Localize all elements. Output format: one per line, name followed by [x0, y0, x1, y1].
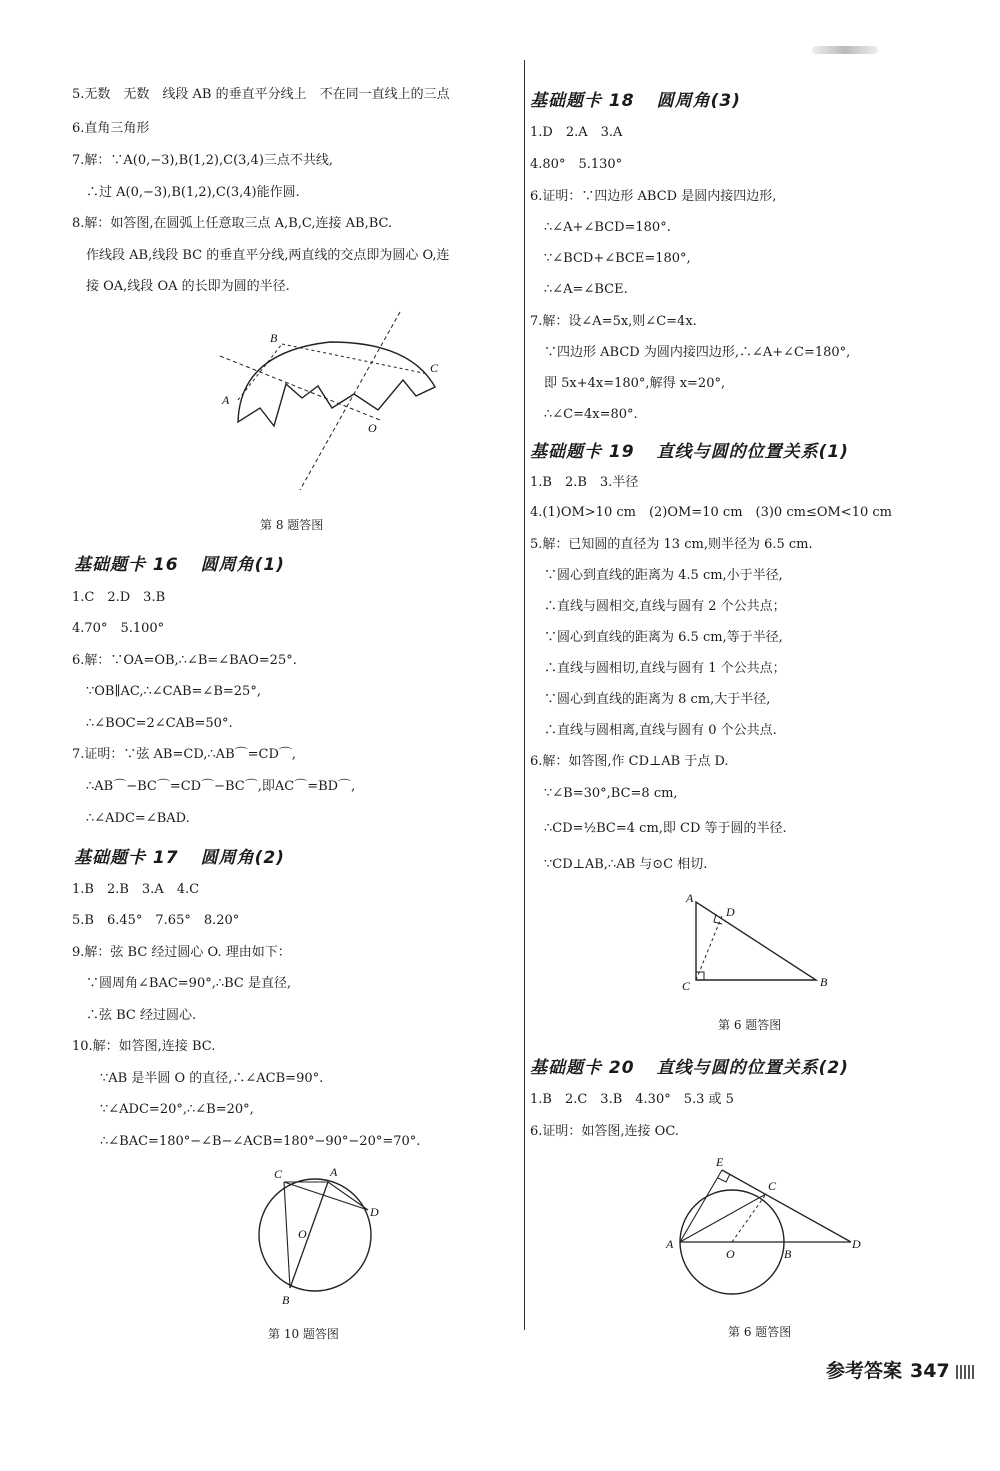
point-label: B	[820, 975, 828, 989]
answer-line: 6.解：∵OA=OB,∴∠B=∠BAO=25°.	[72, 653, 297, 668]
point-label: B	[784, 1247, 792, 1261]
segment-cb	[284, 1182, 290, 1288]
perp-bisector-ab	[220, 356, 380, 420]
answer-line: ∴直线与圆相离,直线与圆有 0 个公共点.	[544, 723, 777, 738]
card-heading: 基础题卡 20 直线与圆的位置关系(2)	[530, 1058, 849, 1078]
answer-line: ∵圆心到直线的距离为 8 cm,大于半径,	[544, 692, 771, 707]
answer-line: 10.解：如答图,连接 BC.	[72, 1039, 216, 1054]
answer-line: 7.解：设∠A=5x,则∠C=4x.	[530, 314, 697, 329]
answer-line: ∵四边形 ABCD 为圆内接四边形,∴∠A+∠C=180°,	[544, 345, 851, 360]
right-angle-mark	[718, 1174, 730, 1182]
point-label: C	[274, 1167, 283, 1181]
grid-icon	[956, 1365, 974, 1379]
segment-ac	[680, 1194, 766, 1242]
point-label: O	[298, 1227, 307, 1241]
circle-o	[259, 1179, 371, 1291]
figure-caption: 第 6 题答图	[728, 1325, 792, 1339]
chord-bc	[282, 344, 428, 374]
footer-label: 参考答案	[826, 1360, 903, 1382]
point-label: D	[726, 905, 735, 919]
segment-ad	[328, 1182, 368, 1210]
answer-line: 6.直角三角形	[72, 121, 150, 136]
answer-line: ∴弦 BC 经过圆心.	[86, 1008, 197, 1023]
figure-8	[220, 312, 450, 492]
answer-line: 6.证明：如答图,连接 OC.	[530, 1124, 679, 1139]
answer-line: 7.解：∵A(0,−3),B(1,2),C(3,4)三点不共线,	[72, 153, 334, 168]
answer-line: ∴∠ADC=∠BAD.	[86, 811, 190, 826]
point-label: E	[716, 1155, 724, 1169]
figure-caption: 第 10 题答图	[268, 1327, 339, 1341]
point-label: A	[686, 891, 694, 905]
answer-line: ∴∠A=∠BCE.	[544, 282, 628, 297]
answer-line: 接 OA,线段 OA 的长即为圆的半径.	[86, 279, 290, 294]
point-label: A	[222, 393, 230, 407]
card-heading: 基础题卡 16 圆周角(1)	[74, 555, 285, 575]
figure-6-tangent	[666, 1150, 866, 1310]
answer-line: 1.B 2.B 3.半径	[530, 475, 639, 490]
answer-line: 6.证明：∵四边形 ABCD 是圆内接四边形,	[530, 189, 777, 204]
answer-line: ∴∠C=4x=80°.	[544, 407, 638, 422]
point-label: C	[682, 979, 691, 993]
answer-line: 即 5x+4x=180°,解得 x=20°,	[544, 376, 726, 391]
answer-line: ∴直线与圆相切,直线与圆有 1 个公共点；	[544, 661, 786, 676]
page-number: 347	[910, 1360, 950, 1382]
point-label: B	[282, 1293, 290, 1307]
answer-line: 1.B 2.B 3.A 4.C	[72, 882, 200, 897]
page-footer	[826, 1356, 974, 1383]
top-decoration	[812, 46, 878, 54]
answer-line: ∵圆心到直线的距离为 4.5 cm,小于半径,	[544, 568, 783, 583]
answer-line: ∵AB 是半圆 O 的直径,∴∠ACB=90°.	[100, 1071, 324, 1086]
figure-caption: 第 6 题答图	[718, 1018, 782, 1032]
segment-ae	[680, 1170, 722, 1242]
figure-6-triangle	[676, 890, 846, 1000]
line-ec-d	[722, 1170, 851, 1242]
card-heading: 基础题卡 18 圆周角(3)	[530, 91, 741, 111]
answer-line: ∵圆周角∠BAC=90°,∴BC 是直径,	[86, 976, 292, 991]
answer-line: 作线段 AB,线段 BC 的垂直平分线,两直线的交点即为圆心 O,连	[86, 248, 450, 263]
answer-line: ∴过 A(0,−3),B(1,2),C(3,4)能作圆.	[86, 185, 300, 200]
point-label: D	[852, 1237, 861, 1251]
point-label: O	[368, 421, 377, 435]
answer-line: 5.B 6.45° 7.65° 8.20°	[72, 913, 240, 928]
point-label: O	[726, 1247, 735, 1261]
point-label: C	[430, 361, 439, 375]
segment-cd	[696, 916, 722, 980]
answer-line: ∵圆心到直线的距离为 6.5 cm,等于半径,	[544, 630, 783, 645]
answer-line: ∵OB∥AC,∴∠CAB=∠B=25°,	[86, 684, 261, 699]
answer-line: ∴AB⌒−BC⌒=CD⌒−BC⌒,即AC⌒=BD⌒,	[86, 779, 356, 794]
answer-line: 1.B 2.C 3.B 4.30° 5.3 或 5	[530, 1092, 734, 1107]
answer-line: ∴∠BAC=180°−∠B−∠ACB=180°−90°−20°=70°.	[100, 1134, 421, 1149]
point-label: B	[270, 331, 278, 345]
answer-line: 4.70° 5.100°	[72, 621, 165, 636]
answer-line: 4.80° 5.130°	[530, 157, 623, 172]
answer-line: ∴∠BOC=2∠CAB=50°.	[86, 716, 233, 731]
card-heading: 基础题卡 17 圆周角(2)	[74, 848, 285, 868]
point-label: D	[370, 1205, 379, 1219]
point-label: A	[330, 1165, 338, 1179]
answer-line: ∴∠A+∠BCD=180°.	[544, 220, 671, 235]
answer-line: ∵∠ADC=20°,∴∠B=20°,	[100, 1102, 254, 1117]
right-angle-mark	[696, 972, 704, 980]
answer-line: 1.C 2.D 3.B	[72, 590, 166, 605]
answer-line: 4.(1)OM>10 cm (2)OM=10 cm (3)0 cm≤OM<10 cm	[530, 505, 892, 520]
segment-ab	[290, 1182, 328, 1288]
answer-line: ∴直线与圆相交,直线与圆有 2 个公共点；	[544, 599, 786, 614]
figure-10	[240, 1160, 390, 1310]
answer-line: 5.无数 无数 线段 AB 的垂直平分线上 不在同一直线上的三点	[72, 87, 450, 102]
answer-line: 9.解：弦 BC 经过圆心 O. 理由如下：	[72, 945, 291, 960]
segment-oc	[732, 1194, 766, 1242]
point-label: C	[768, 1179, 777, 1193]
answer-line: 8.解：如答图,在圆弧上任意取三点 A,B,C,连接 AB,BC.	[72, 216, 393, 231]
answer-line: ∵CD⊥AB,∴AB 与⊙C 相切.	[544, 857, 708, 872]
answer-line: 6.解：如答图,作 CD⊥AB 于点 D.	[530, 754, 729, 769]
card-heading: 基础题卡 19 直线与圆的位置关系(1)	[530, 442, 849, 462]
answer-line: 7.证明：∵弦 AB=CD,∴AB⌒=CD⌒,	[72, 747, 297, 762]
arc-shape	[238, 342, 435, 426]
answer-line: ∵∠B=30°,BC=8 cm,	[544, 786, 678, 801]
answer-line: ∵∠BCD+∠BCE=180°,	[544, 251, 691, 266]
answer-line: ∴CD=½BC=4 cm,即 CD 等于圆的半径.	[544, 821, 787, 836]
triangle-abc	[696, 902, 816, 980]
column-divider	[524, 60, 525, 1330]
answer-line: 1.D 2.A 3.A	[530, 125, 623, 140]
figure-caption: 第 8 题答图	[260, 518, 324, 532]
point-label: A	[666, 1237, 674, 1251]
answer-line: 5.解：已知圆的直径为 13 cm,则半径为 6.5 cm.	[530, 537, 813, 552]
